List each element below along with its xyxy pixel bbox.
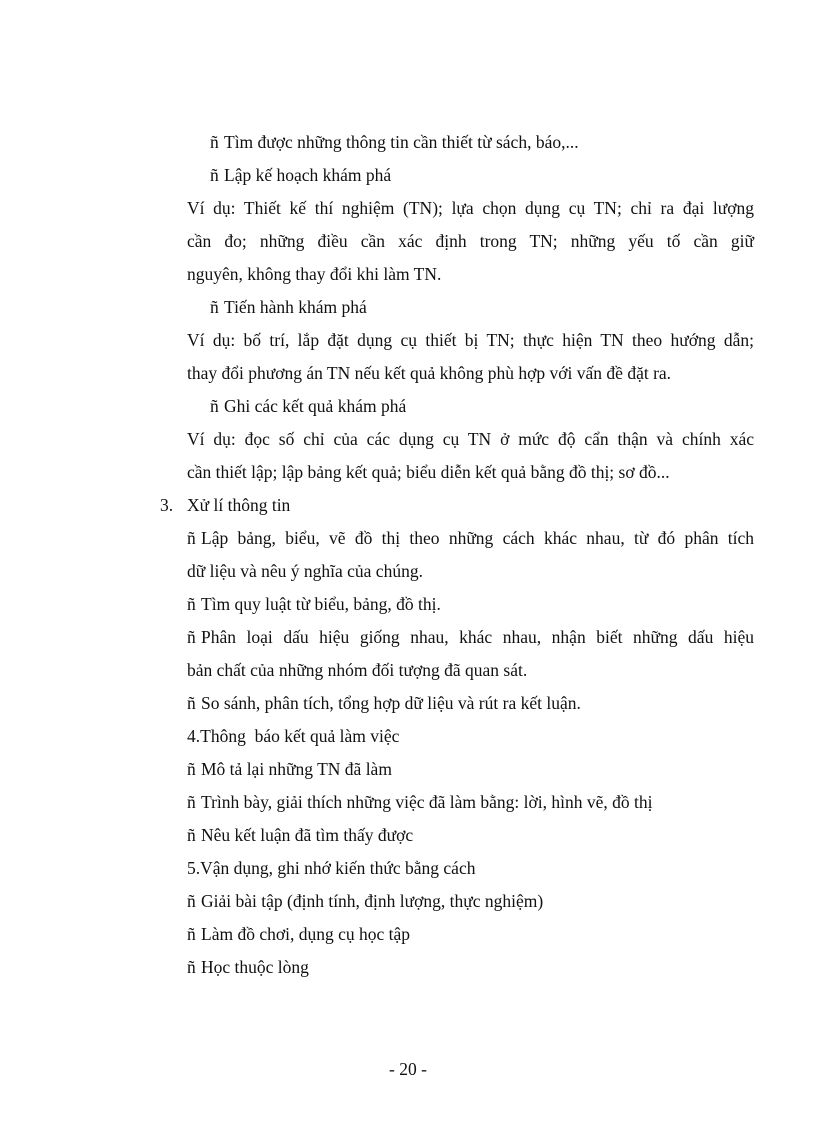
bullet-item [210,394,406,418]
list-item [187,922,410,946]
list-item-text: Học thuộc lòng [201,957,309,977]
bullet-item [210,163,391,187]
list-item [187,691,581,715]
bullet-marker-icon: ñ [187,825,196,845]
example-line: nguyên, không thay đổi khi làm TN. [187,264,442,284]
list-item [187,592,441,616]
list-item [187,955,309,979]
bullet-marker-icon: ñ [210,396,219,416]
example-line: Ví dụ: đọc số chỉ của các dụng cụ TN ở mức độ cẩn thận và chính xác [187,429,754,449]
list-item-text: Lập bảng, biểu, vẽ đồ thị theo những cách khác nhau, từ đó phân tích [201,528,754,548]
bullet-text: Tìm được những thông tin cần thiết từ sách, báo,... [224,132,579,152]
example-line: thay đổi phương án TN nếu kết quả không phù hợp với vấn đề đặt ra. [187,363,672,383]
bullet-text: Lập kế hoạch khám phá [224,165,392,185]
section-heading [160,493,290,517]
example-line: Ví dụ: Thiết kế thí nghiệm (TN); lựa chọn dụng cụ TN; chỉ ra đại lượng [187,198,754,218]
example-line: Ví dụ: bố trí, lắp đặt dụng cụ thiết bị TN; thực hiện TN theo hướng dẫn; [187,330,754,350]
bullet-marker-icon: ñ [187,957,196,977]
bullet-marker-icon: ñ [187,594,196,614]
list-item [187,823,413,847]
page-number: - 20 - [389,1059,427,1079]
bullet-marker-icon: ñ [187,528,196,548]
list-item [187,757,392,781]
list-item [187,790,652,814]
bullet-marker-icon: ñ [210,297,219,317]
bullet-text: Tiến hành khám phá [224,297,367,317]
list-item-text: Mô tả lại những TN đã làm [201,759,392,779]
list-item-text: Trình bày, giải thích những việc đã làm bằng: lời, hình vẽ, đồ thị [201,792,653,812]
bullet-marker-icon: ñ [210,132,219,152]
list-item [187,625,754,649]
list-item [187,889,543,913]
list-item [187,526,754,550]
bullet-marker-icon: ñ [187,693,196,713]
example-line: cần đo; những điều cần xác định trong TN; những yếu tố cần giữ [187,231,754,251]
bullet-marker-icon: ñ [187,924,196,944]
list-item-text: Làm đồ chơi, dụng cụ học tập [201,924,410,944]
section-number: 3. [160,495,174,515]
example-line: cần thiết lập; lập bảng kết quả; biểu diễn kết quả bằng đồ thị; sơ đồ... [187,462,670,482]
bullet-marker-icon: ñ [187,792,196,812]
list-item-continuation: dữ liệu và nêu ý nghĩa của chúng. [187,561,423,581]
bullet-item [210,130,579,154]
list-item-text: Giải bài tập (định tính, định lượng, thực nghiệm) [201,891,544,911]
section-heading: 4.Thông báo kết quả làm việc [187,726,400,746]
bullet-marker-icon: ñ [187,759,196,779]
bullet-marker-icon: ñ [210,165,219,185]
list-item-text: Phân loại dấu hiệu giống nhau, khác nhau, nhận biết những dấu hiệu [201,627,754,647]
list-item-continuation: bản chất của những nhóm đối tượng đã quan sát. [187,660,528,680]
bullet-item [210,295,367,319]
list-item-text: Nêu kết luận đã tìm thấy được [201,825,414,845]
section-heading: 5.Vận dụng, ghi nhớ kiến thức bằng cách [187,858,476,878]
list-item-text: So sánh, phân tích, tổng hợp dữ liệu và rút ra kết luận. [201,693,581,713]
list-item-text: Tìm quy luật từ biểu, bảng, đồ thị. [201,594,441,614]
bullet-text: Ghi các kết quả khám phá [224,396,407,416]
section-title: Xử lí thông tin [187,495,291,515]
bullet-marker-icon: ñ [187,627,196,647]
bullet-marker-icon: ñ [187,891,196,911]
